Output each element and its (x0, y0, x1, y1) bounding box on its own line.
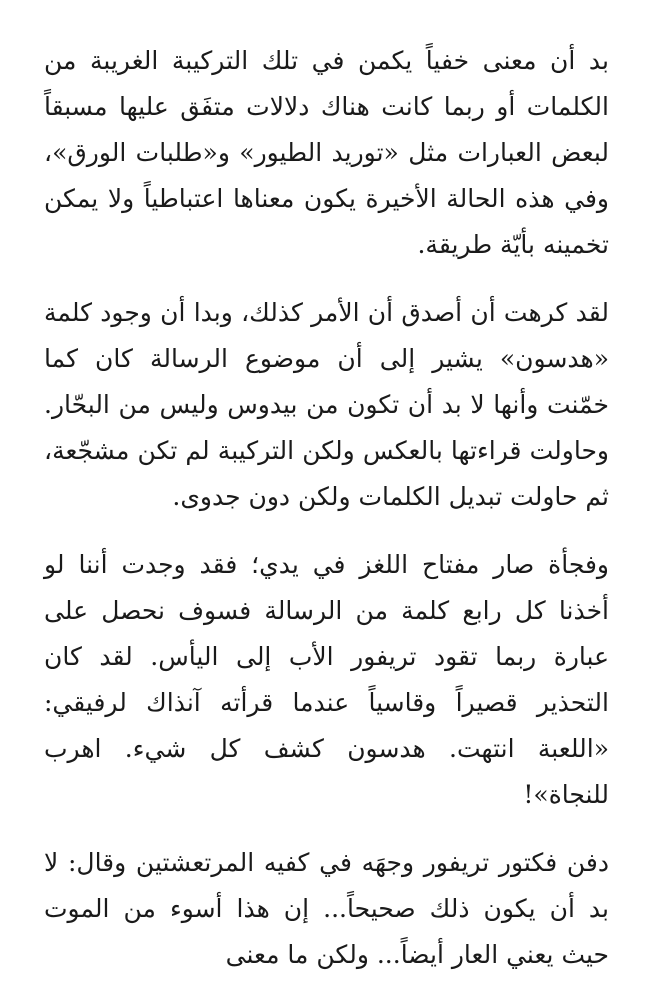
paragraph-1: بد أن معنى خفياً يكمن في تلك التركيبة الغريبة من الكلمات أو ربما كانت هناك دلالات متفَق عليها مسبقاً لبعض العبارات مثل «توريد الطيور» و«طلبات الورق»، وفي هذه الحالة الأخيرة يكون معناها اعتباطياً ولا يمكن تخمينه بأيّة طريقة. (44, 46, 609, 259)
paragraph-2: لقد كرهت أن أصدق أن الأمر كذلك، وبدا أن وجود كلمة «هدسون» يشير إلى أن موضوع الرسالة كان كما خمّنت وأنها لا بد أن تكون من بيدوس وليس من البحّار. وحاولت قراءتها بالعكس ولكن التركيبة لم تكن مشجّعة، ثم حاولت تبديل الكلمات ولكن دون جدوى. (44, 298, 609, 511)
paragraph-4: دفن فكتور تريفور وجهَه في كفيه المرتعشتين وقال: لا بد أن يكون ذلك صحيحاً... إن هذا أسوء من الموت حيث يعني العار أيضاً... ولكن ما معنى (44, 848, 609, 969)
paragraph-3: وفجأة صار مفتاح اللغز في يدي؛ فقد وجدت أننا لو أخذنا كل رابع كلمة من الرسالة فسوف نحصل على عبارة ربما تقود تريفور الأب إلى اليأس. لقد كان التحذير قصيراً وقاسياً عندما قرأته آنذاك لرفيقي: «اللعبة انتهت. هدسون كشف كل شيء. اهرب للنجاة»! (44, 550, 609, 809)
